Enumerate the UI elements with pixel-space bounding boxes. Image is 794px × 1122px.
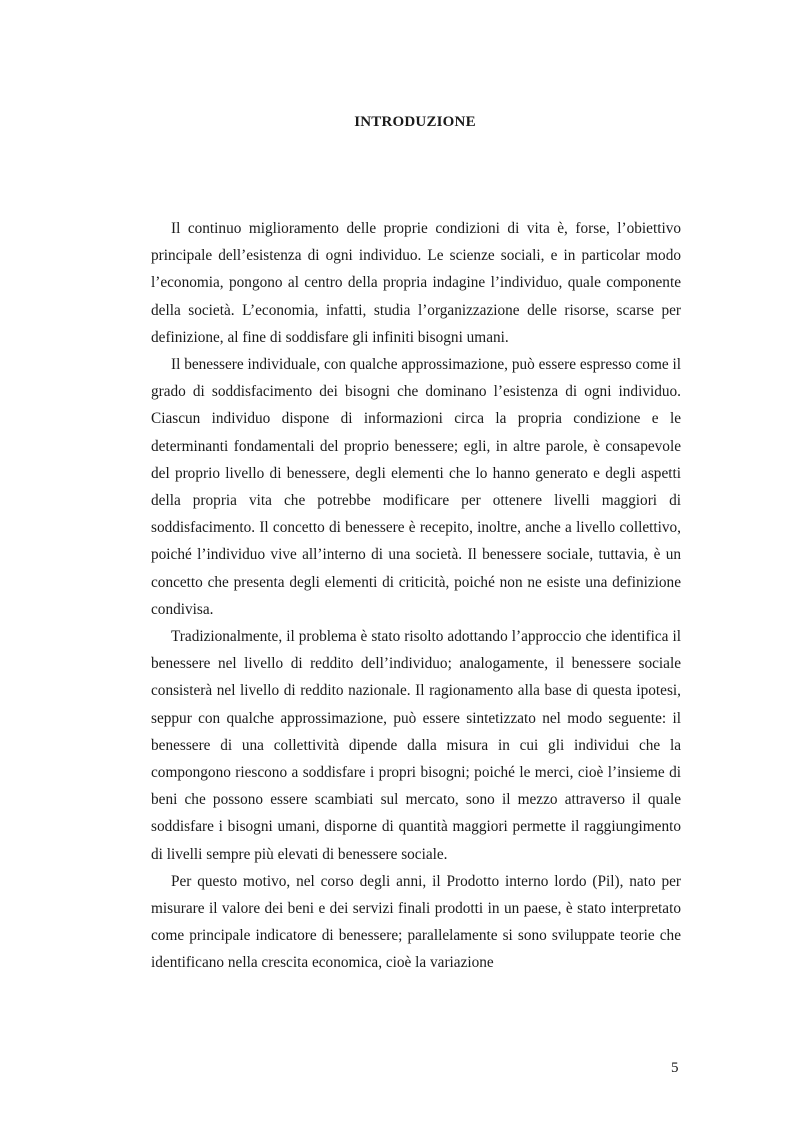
body-text [151, 215, 681, 977]
paragraph: Tradizionalmente, il problema è stato risolto adottando l’approccio che identifica il benessere nel livello di reddito dell’individuo; analogamente, il benessere sociale consisterà nel livello di reddito nazionale. Il ragionamento alla base di questa ipotesi, seppur con qualche approssimazione, può essere sintetizzato nel modo seguente: il benessere di una collettività dipende dalla misura in cui gli individui che la compongono riescono a soddisfare i propri bisogni; poiché le merci, cioè l’insieme di beni che possono essere scambiati sul mercato, sono il mezzo attraverso il quale soddisfare i bisogni umani, disporne di quantità maggiori permette il raggiungimento di livelli sempre più elevati di benessere sociale. [151, 628, 681, 863]
page-title: INTRODUZIONE [354, 114, 476, 130]
paragraph: Il continuo miglioramento delle proprie condizioni di vita è, forse, l’obiettivo principale dell’esistenza di ogni individuo. Le scienze sociali, e in particolar modo l’economia, pongono al centro della propria indagine l’individuo, quale componente della società. L’economia, infatti, studia l’organizzazione delle risorse, scarse per definizione, al fine di soddisfare gli infiniti bisogni umani. [151, 220, 681, 346]
paragraph: Per questo motivo, nel corso degli anni, il Prodotto interno lordo (Pil), nato per misurare il valore dei beni e dei servizi finali prodotti in un paese, è stato interpretato come principale indicatore di benessere; parallelamente si sono sviluppate teorie che identificano nella crescita economica, cioè la variazione [151, 872, 681, 972]
paragraph: Il benessere individuale, con qualche approssimazione, può essere espresso come il grado di soddisfacimento dei bisogni che dominano l’esistenza di ogni individuo. Ciascun individuo dispone di informazioni circa la propria condizione e le determinanti fondamentali del proprio benessere; egli, in altre parole, è consapevole del proprio livello di benessere, degli elementi che lo hanno generato e degli aspetti della propria vita che potrebbe modificare per ottenere livelli maggiori di soddisfacimento. Il concetto di benessere è recepito, inoltre, anche a livello collettivo, poiché l’individuo vive all’interno di una società. Il benessere sociale, tuttavia, è un concetto che presenta degli elementi di criticità, poiché non ne esiste una definizione condivisa. [151, 356, 681, 618]
page-number: 5 [671, 1060, 679, 1076]
